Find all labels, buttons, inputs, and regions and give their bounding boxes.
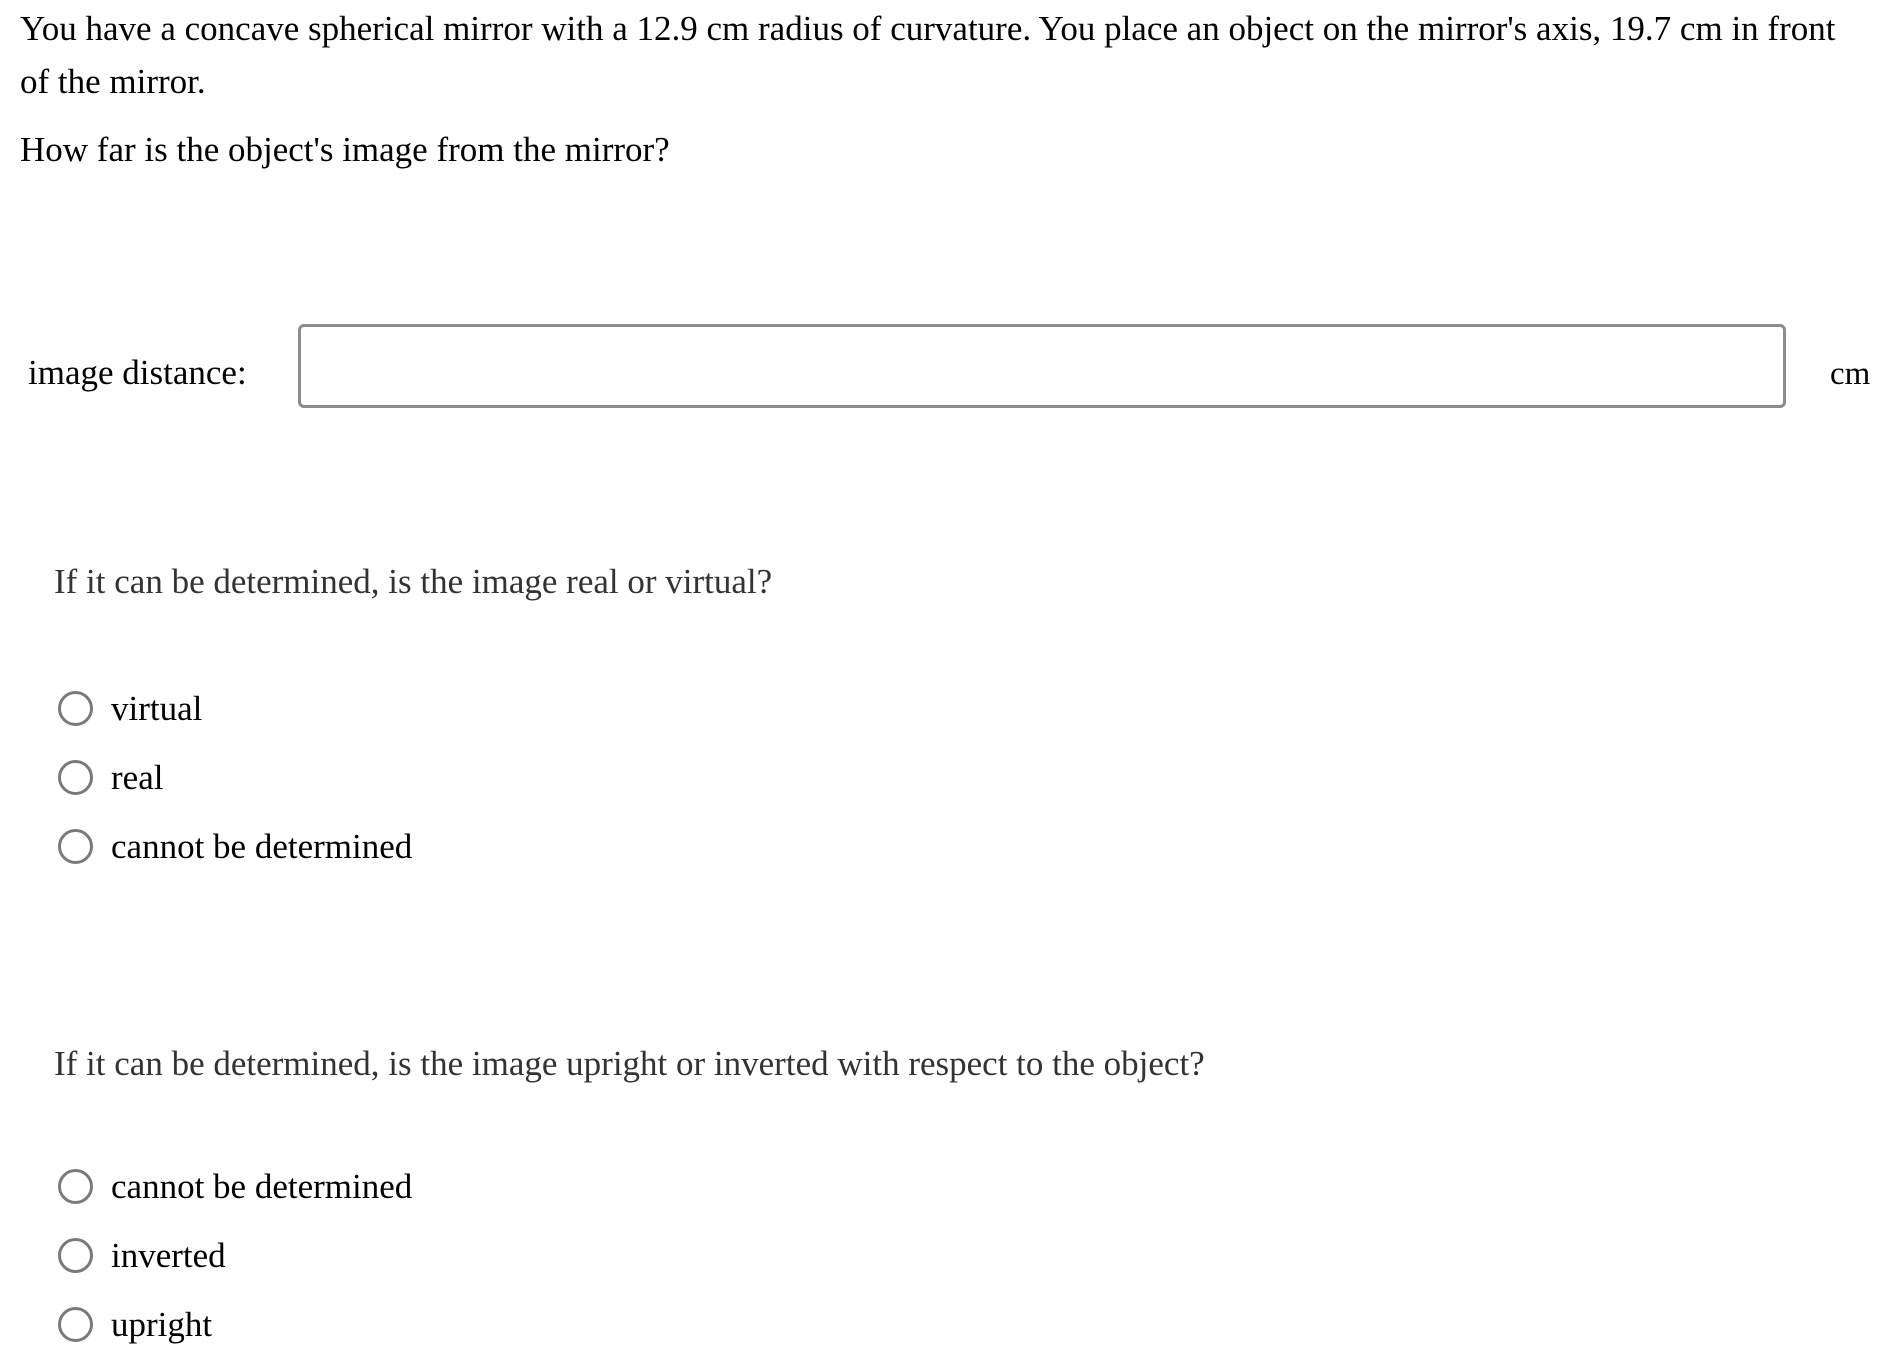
radio-button[interactable] bbox=[58, 1169, 93, 1204]
image-distance-label: image distance: bbox=[28, 353, 247, 392]
orientation-options bbox=[58, 1152, 412, 1359]
radio-button[interactable] bbox=[58, 1238, 93, 1273]
radio-button[interactable] bbox=[58, 1307, 93, 1342]
orientation-question: If it can be determined, is the image upright or inverted with respect to the object? bbox=[54, 1044, 1205, 1083]
image-distance-input[interactable] bbox=[298, 324, 1786, 408]
option-label: cannot be determined bbox=[111, 827, 413, 866]
real-or-virtual-question: If it can be determined, is the image real or virtual? bbox=[54, 562, 773, 601]
option-cannot-be-determined[interactable] bbox=[58, 1152, 412, 1221]
option-label: inverted bbox=[111, 1236, 226, 1275]
real-or-virtual-options bbox=[58, 674, 412, 881]
option-inverted[interactable] bbox=[58, 1221, 412, 1290]
option-real[interactable] bbox=[58, 743, 412, 812]
radio-button[interactable] bbox=[58, 829, 93, 864]
radio-button[interactable] bbox=[58, 691, 93, 726]
radio-button[interactable] bbox=[58, 760, 93, 795]
main-question: How far is the object's image from the mirror? bbox=[20, 130, 670, 169]
option-label: cannot be determined bbox=[111, 1167, 413, 1206]
option-label: real bbox=[111, 758, 164, 797]
unit-label: cm bbox=[1830, 356, 1871, 392]
option-cannot-be-determined[interactable] bbox=[58, 812, 412, 881]
option-label: upright bbox=[111, 1305, 213, 1344]
problem-statement: You have a concave spherical mirror with a 12.9 cm radius of curvature. You place an object on the mirror's axis, 19.7 cm in front of the mirror. bbox=[20, 9, 1836, 101]
option-virtual[interactable] bbox=[58, 674, 412, 743]
option-upright[interactable] bbox=[58, 1290, 412, 1359]
option-label: virtual bbox=[111, 689, 203, 728]
